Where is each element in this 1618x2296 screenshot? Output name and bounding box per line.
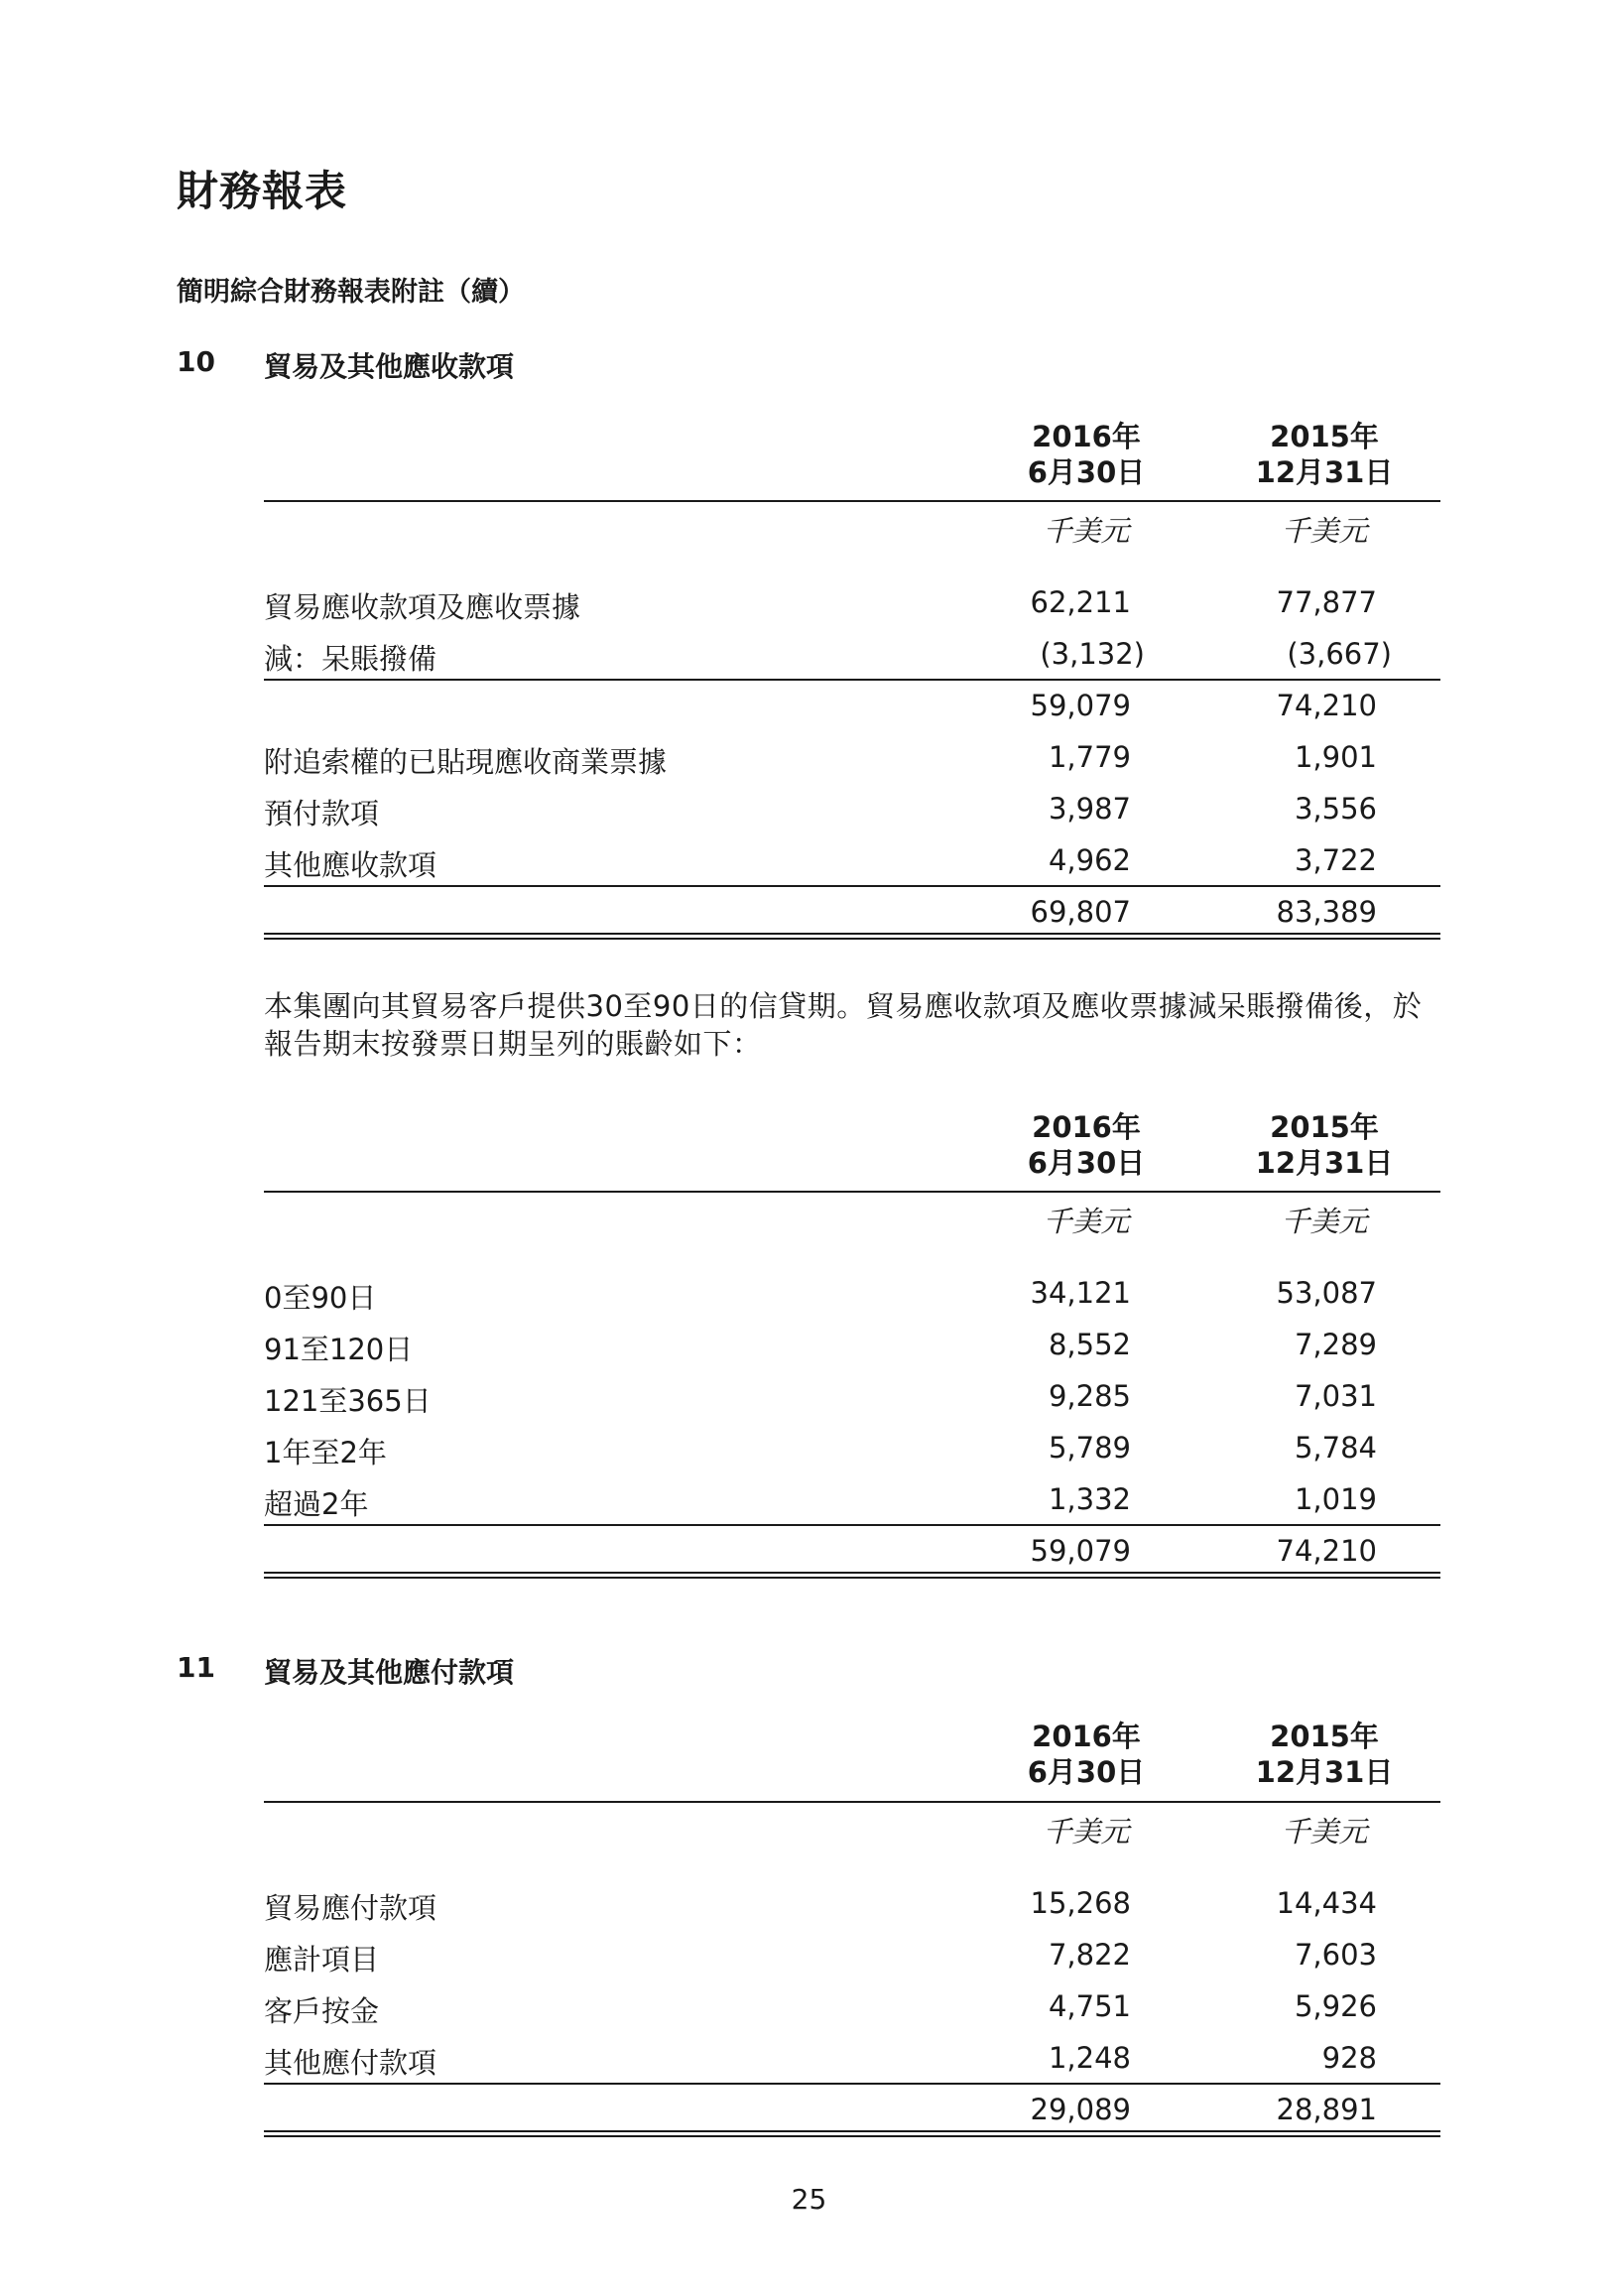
row-value: 3,987 [1048,792,1131,826]
total-value: 69,807 [1030,895,1131,929]
row-value: 928 [1321,2041,1377,2075]
col-header-2015 [1225,1109,1424,1181]
row-label: 減：呆賬撥備 [264,642,437,676]
unit-label: 千美元 [1281,1205,1368,1238]
col-header-year: 2016年 [1032,1720,1141,1753]
total-value: 59,079 [1030,1534,1131,1568]
row-label: 其他應收款項 [264,848,437,882]
row-value: 1,019 [1294,1482,1377,1516]
note-11-number: 11 [177,1651,215,1684]
col-header-2015 [1225,1719,1424,1790]
col-header-date: 12月31日 [1255,1146,1394,1180]
unit-label: 千美元 [1281,1815,1368,1849]
col-header-date: 6月30日 [1027,1146,1146,1180]
row-label: 0至90日 [264,1281,377,1315]
row-value: 7,289 [1294,1328,1377,1361]
page-subtitle: 簡明綜合財務報表附註（續） [177,277,525,308]
row-value: 34,121 [1030,1276,1131,1310]
row-value: 8,552 [1048,1328,1131,1361]
subtotal-rule [264,679,1440,681]
row-value: 5,926 [1294,1989,1377,2023]
row-value: 7,603 [1294,1938,1377,1972]
col-header-year: 2015年 [1270,1110,1379,1144]
note-10-number: 10 [177,345,215,378]
row-value: 4,751 [1048,1989,1131,2023]
row-value: (3,667) [1287,637,1392,671]
subtotal-value: 74,210 [1276,689,1377,722]
total-double-rule [264,1572,1440,1579]
col-header-2016 [987,1109,1185,1181]
unit-label: 千美元 [1043,1205,1130,1238]
unit-label: 千美元 [1043,514,1130,548]
col-header-2016 [987,1719,1185,1790]
col-header-year: 2016年 [1032,420,1141,453]
total-value: 29,089 [1030,2093,1131,2126]
row-value: 3,556 [1294,792,1377,826]
row-value: 7,822 [1048,1938,1131,1972]
col-header-date: 6月30日 [1027,455,1146,489]
row-value: 1,901 [1294,740,1377,774]
header-rule [264,1801,1440,1803]
row-label: 應計項目 [264,1943,380,1977]
col-header-year: 2016年 [1032,1110,1141,1144]
col-header-date: 6月30日 [1027,1755,1146,1789]
row-label: 1年至2年 [264,1436,387,1469]
header-rule [264,500,1440,502]
unit-label: 千美元 [1281,514,1368,548]
total-double-rule [264,2130,1440,2137]
row-label: 其他應付款項 [264,2046,437,2080]
row-value: 4,962 [1048,843,1131,877]
row-label: 121至365日 [264,1384,432,1418]
row-value: 1,779 [1048,740,1131,774]
note-11-title: 貿易及其他應付款項 [264,1656,515,1689]
col-header-date: 12月31日 [1255,1755,1394,1789]
row-value: 9,285 [1048,1379,1131,1413]
row-label: 91至120日 [264,1333,414,1366]
row-label: 貿易應收款項及應收票據 [264,590,581,624]
row-value: 5,784 [1294,1431,1377,1465]
row-value: 14,434 [1276,1886,1377,1920]
row-value: 53,087 [1276,1276,1377,1310]
col-header-date: 12月31日 [1255,455,1394,489]
col-header-2016 [987,419,1185,490]
total-rule [264,2083,1440,2085]
note-10-title: 貿易及其他應收款項 [264,350,515,383]
total-rule [264,885,1440,887]
total-rule [264,1524,1440,1526]
unit-label: 千美元 [1043,1815,1130,1849]
row-value: 62,211 [1030,585,1131,619]
row-label: 超過2年 [264,1487,369,1521]
col-header-year: 2015年 [1270,1720,1379,1753]
row-label: 附追索權的已貼現應收商業票據 [264,745,668,779]
row-value: 3,722 [1294,843,1377,877]
subtotal-value: 59,079 [1030,689,1131,722]
total-value: 83,389 [1276,895,1377,929]
row-value: 1,248 [1048,2041,1131,2075]
row-value: 15,268 [1030,1886,1131,1920]
total-value: 74,210 [1276,1534,1377,1568]
page-number: 25 [791,2183,827,2216]
page-title: 財務報表 [177,167,348,215]
row-value: 5,789 [1048,1431,1131,1465]
row-value: 77,877 [1276,585,1377,619]
aging-paragraph: 本集團向其貿易客戶提供30至90日的信貸期。貿易應收款項及應收票據減呆賬撥備後，於報告期末按發票日期呈列的賬齡如下： [264,989,1423,1061]
row-label: 客戶按金 [264,1994,380,2028]
col-header-2015 [1225,419,1424,490]
row-value: (3,132) [1040,637,1145,671]
row-label: 預付款項 [264,797,380,830]
total-double-rule [264,933,1440,940]
row-label: 貿易應付款項 [264,1891,437,1925]
row-value: 7,031 [1294,1379,1377,1413]
total-value: 28,891 [1276,2093,1377,2126]
col-header-year: 2015年 [1270,420,1379,453]
header-rule [264,1191,1440,1193]
row-value: 1,332 [1048,1482,1131,1516]
